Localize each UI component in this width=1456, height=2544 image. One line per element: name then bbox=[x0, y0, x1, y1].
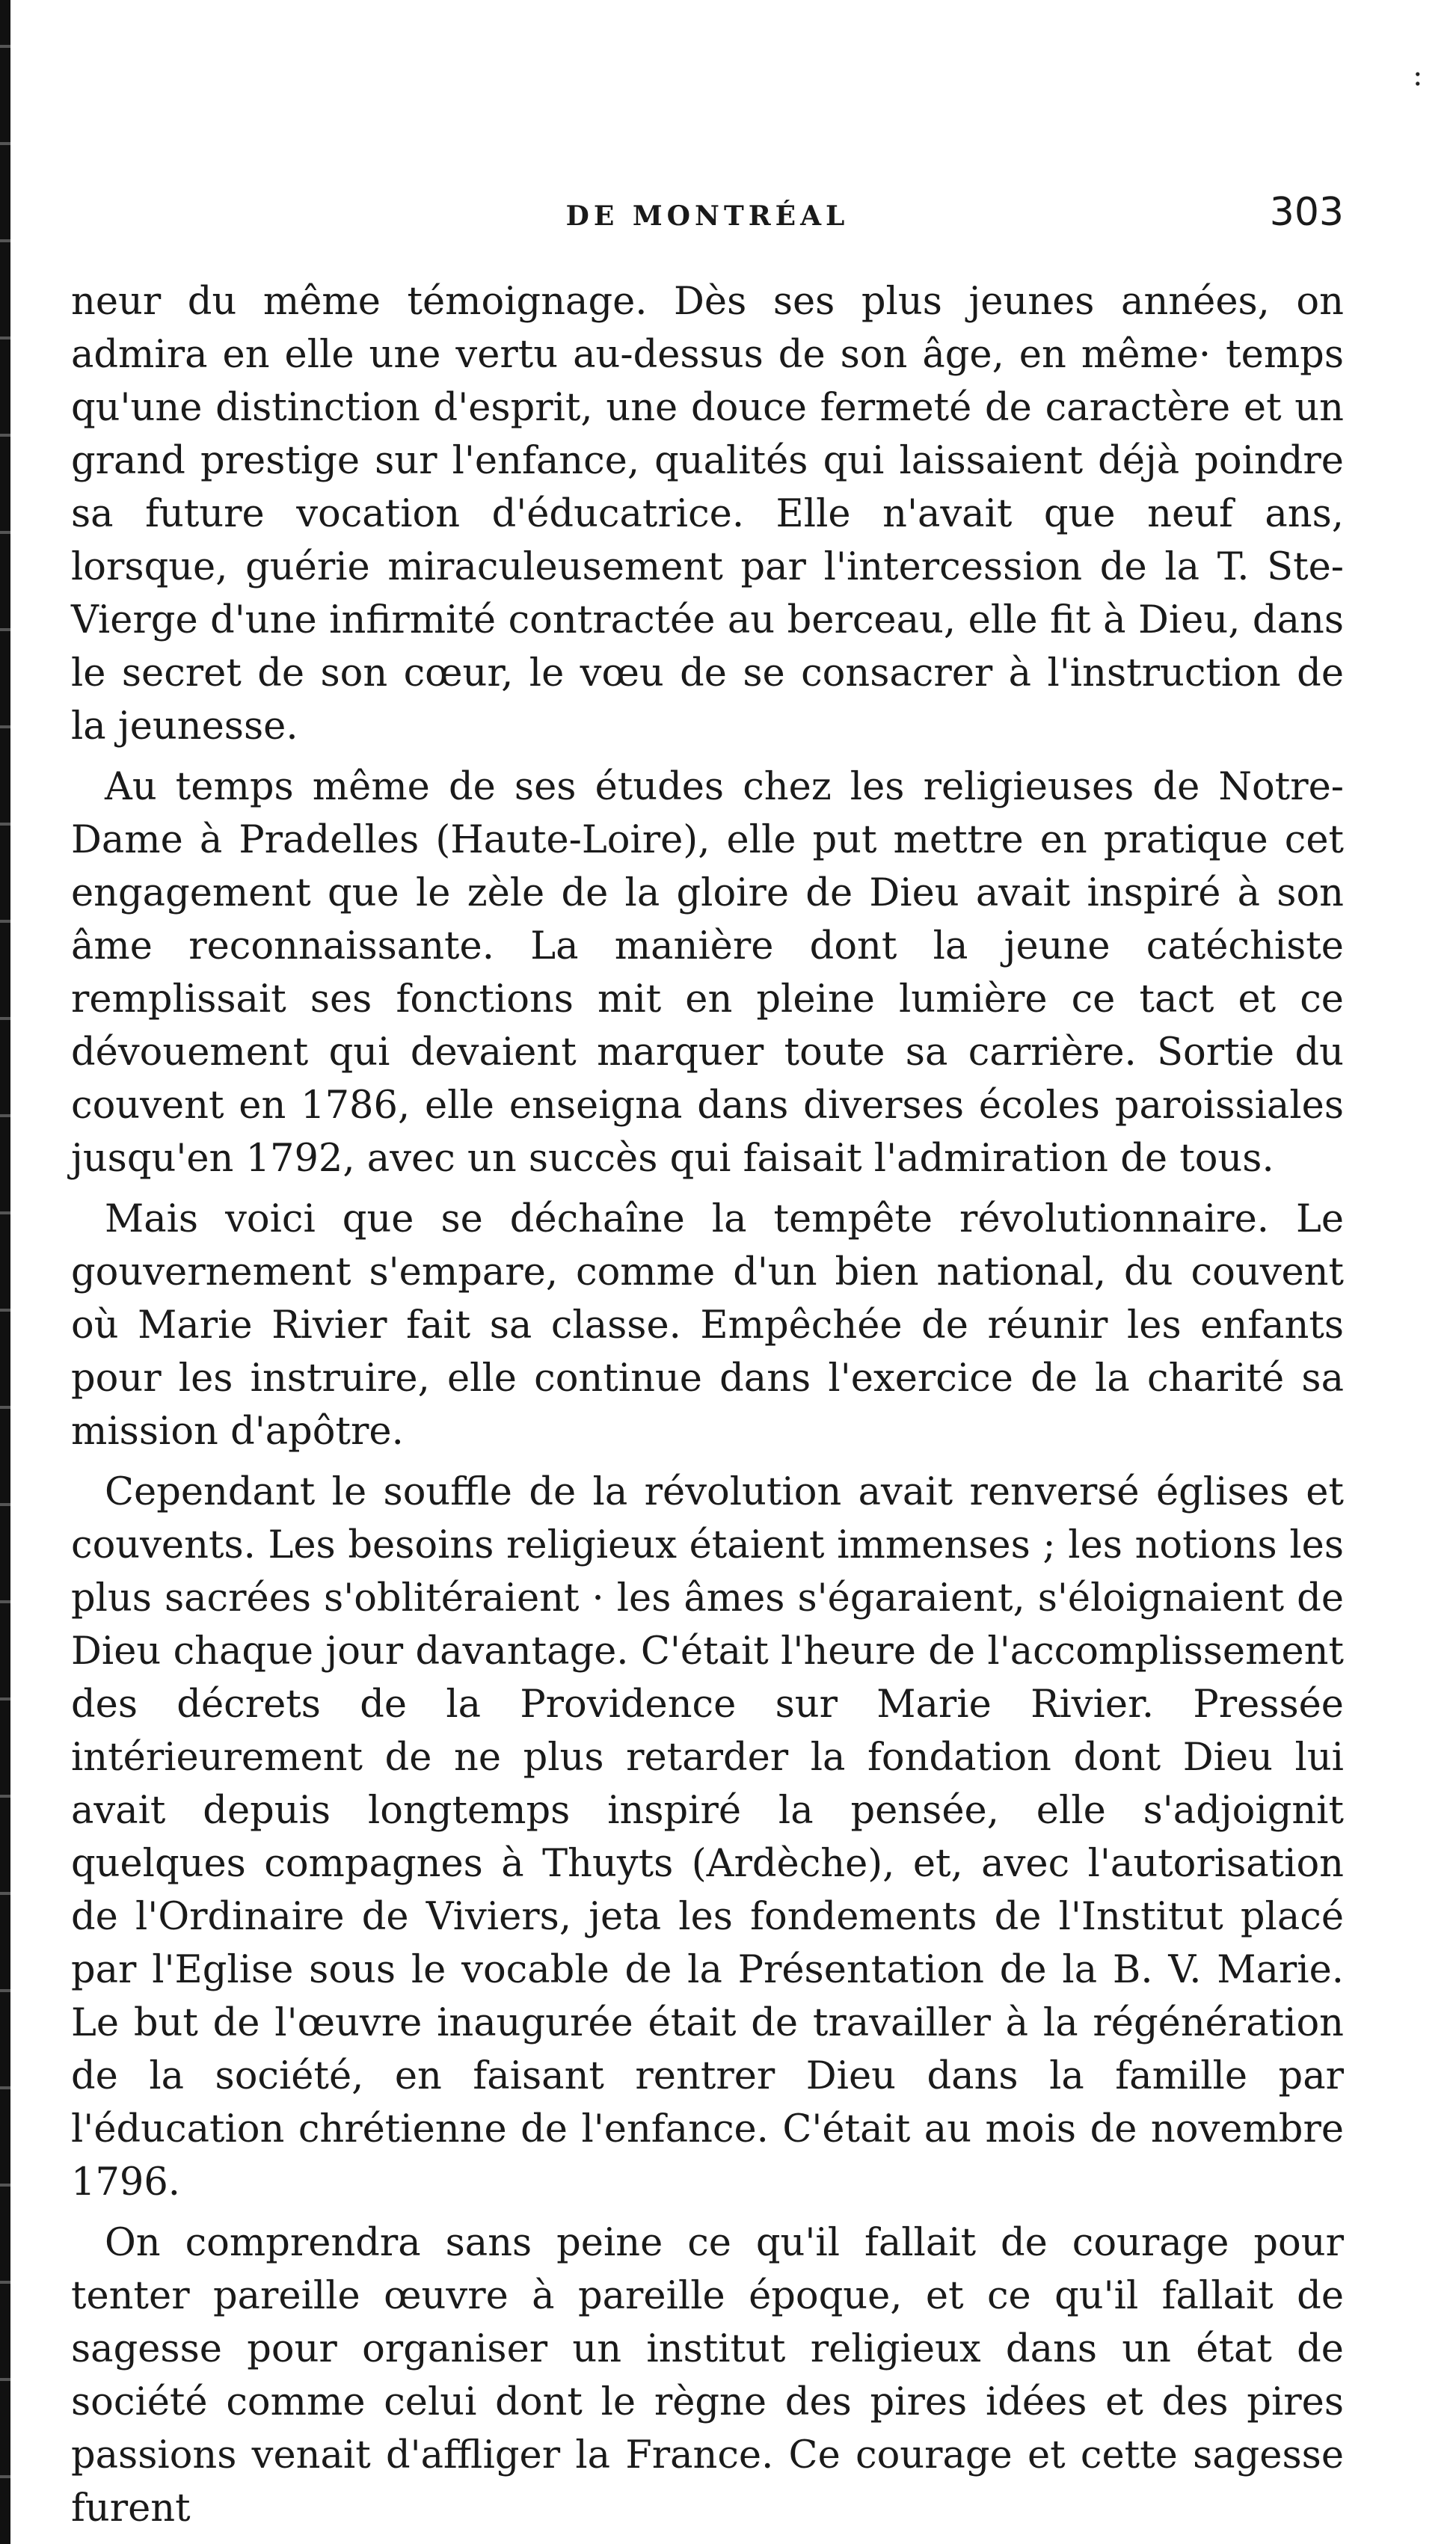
paragraph: Cependant le souffle de la révolution avait renversé églises et couvents. Les besoins religieux étaient immenses ; les notions les plus sacrées s'oblitéraient · les âmes s'égaraient, s'éloignaient de Dieu chaque jour davantage. C'était l'heure de l'accomplissement des décrets de la Providence sur Marie Rivier. Pressée intérieurement de ne plus retarder la fondation dont Dieu lui avait depuis longtemps inspiré la pensée, elle s'adjoignit quelques compagnes à Thuyts (Ardèche), et, avec l'autorisation de l'Ordinaire de Viviers, jeta les fondements de l'Institut placé par l'Eglise sous le vocable de la Présentation de la B. V. Marie. Le but de l'œuvre inaugurée était de travailler à la régénération de la société, en faisant rentrer Dieu dans la famille par l'éducation chrétienne de l'enfance. C'était au mois de novembre 1796. bbox=[71, 1470, 1344, 2205]
paragraph: neur du même témoignage. Dès ses plus jeunes années, on admira en elle une vertu au-dessus de son âge, en même· temps qu'une distinction d'esprit, une douce fermeté de caractère et un grand prestige sur l'enfance, qualités qui laissaient déjà poindre sa future vocation d'éducatrice. Elle n'avait que neuf ans, lorsque, guérie miraculeusement par l'intercession de la T. Ste-Vierge d'une infirmité contractée au berceau, elle fit à Dieu, dans le secret de son cœur, le vœu de se consacrer à l'instruction de la jeunesse. bbox=[71, 280, 1344, 749]
page-number: 303 bbox=[1269, 190, 1344, 235]
paragraph: On comprendra sans peine ce qu'il fallait de courage pour tenter pareille œuvre à pareille époque, et ce qu'il fallait de sagesse pour organiser un institut religieux dans un état de société comme celui dont le règne des pires idées et des pires passions venait d'affliger la France. Ce courage et cette sagesse furent bbox=[71, 2221, 1344, 2531]
paragraph: Mais voici que se déchaîne la tempête révolutionnaire. Le gouvernement s'empare, comme d'un bien national, du couvent où Marie Rivier fait sa classe. Empêchée de réunir les enfants pour les instruire, elle continue dans l'exercice de la charité sa mission d'apôtre. bbox=[71, 1197, 1344, 1454]
page-binding-edge bbox=[0, 0, 10, 2544]
paragraph: Au temps même de ses études chez les religieuses de Notre-Dame à Pradelles (Haute-Loire), elle put mettre en pratique cet engagement que le zèle de la gloire de Dieu avait inspiré à son âme reconnaissante. La manière dont la jeune catéchiste remplissait ses fonctions mit en pleine lumière ce tact et ce dévouement qui devaient marquer toute sa carrière. Sortie du couvent en 1786, elle enseigna dans diverses écoles paroissiales jusqu'en 1792, avec un succès qui faisait l'admiration de tous. bbox=[71, 765, 1344, 1181]
page-header bbox=[71, 187, 1344, 247]
body-text bbox=[71, 275, 1344, 2543]
running-title: DE MONTRÉAL bbox=[565, 200, 850, 232]
margin-mark: : bbox=[1413, 58, 1423, 93]
